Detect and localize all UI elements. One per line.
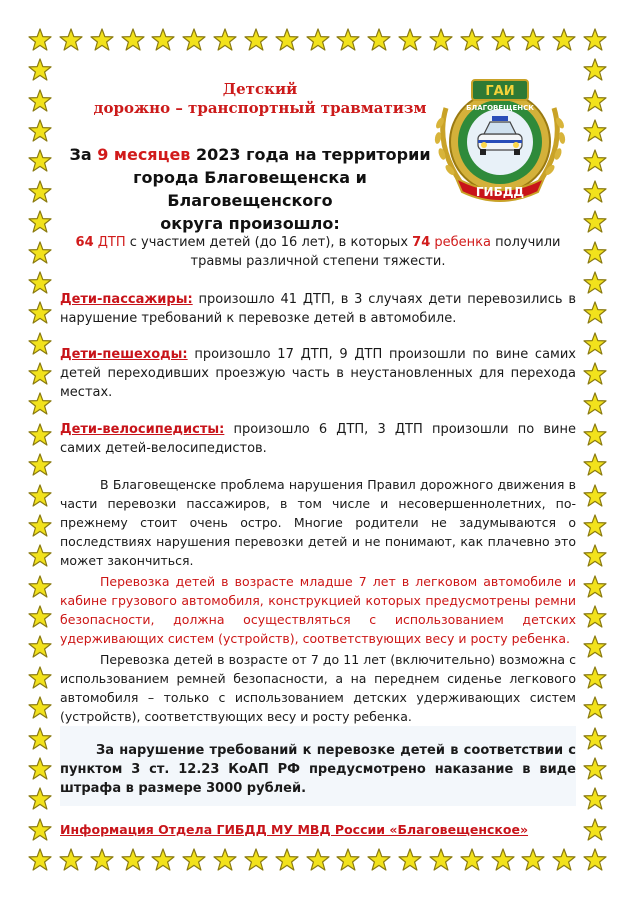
star-icon bbox=[521, 848, 545, 872]
star-icon bbox=[583, 362, 607, 386]
star-icon bbox=[429, 28, 453, 52]
star-icon bbox=[583, 241, 607, 265]
star-icon bbox=[583, 119, 607, 143]
star-icon bbox=[28, 484, 52, 508]
star-icon bbox=[90, 848, 114, 872]
star-icon bbox=[521, 28, 545, 52]
dtp-word: ДТП bbox=[97, 235, 126, 250]
section-pedestrians: Дети-пешеходы: произошло 17 ДТП, 9 ДТП произошли по вине самих детей переходивших проезжую часть в неустановленных для перехода местах. bbox=[60, 347, 576, 400]
star-icon bbox=[583, 423, 607, 447]
star-icon bbox=[28, 848, 52, 872]
star-icon bbox=[583, 666, 607, 690]
star-icon bbox=[182, 28, 206, 52]
star-icon bbox=[28, 271, 52, 295]
star-icon bbox=[583, 332, 607, 356]
svg-text:ГИБДД: ГИБДД bbox=[475, 185, 525, 199]
star-icon bbox=[28, 149, 52, 173]
star-icon bbox=[583, 28, 607, 52]
star-icon bbox=[491, 848, 515, 872]
section-passengers: Дети-пассажиры: произошло 41 ДТП, в 3 случаях дети перевозились в нарушение требований к перевозке детей в автомобиле. bbox=[60, 292, 576, 326]
star-icon bbox=[583, 818, 607, 842]
star-icon bbox=[367, 28, 391, 52]
title-line-1: Детский bbox=[222, 80, 298, 98]
star-icon bbox=[121, 848, 145, 872]
star-icon bbox=[583, 271, 607, 295]
star-icon bbox=[583, 89, 607, 113]
star-icon bbox=[28, 58, 52, 82]
star-icon bbox=[28, 727, 52, 751]
star-icon bbox=[28, 514, 52, 538]
children-count: 74 bbox=[412, 235, 431, 250]
star-icon bbox=[59, 848, 83, 872]
star-icon bbox=[59, 28, 83, 52]
subtitle-line-2: города Благовещенска и Благовещенского bbox=[133, 168, 367, 210]
star-icon bbox=[28, 453, 52, 477]
subtitle bbox=[60, 143, 440, 235]
stats-paragraph: 64 ДТП с участием детей (до 16 лет), в которых 74 ребенка получили травмы различной степени тяжести. bbox=[75, 235, 561, 269]
star-icon bbox=[552, 848, 576, 872]
star-icon bbox=[28, 696, 52, 720]
star-icon bbox=[583, 301, 607, 325]
star-icon bbox=[583, 787, 607, 811]
star-icon bbox=[460, 848, 484, 872]
star-icon bbox=[213, 28, 237, 52]
star-icon bbox=[491, 28, 515, 52]
star-icon bbox=[583, 727, 607, 751]
star-icon bbox=[28, 89, 52, 113]
section-heading: Дети-пешеходы: bbox=[60, 347, 188, 362]
star-icon bbox=[28, 635, 52, 659]
star-icon bbox=[583, 210, 607, 234]
star-icon bbox=[244, 28, 268, 52]
star-icon bbox=[306, 848, 330, 872]
star-icon bbox=[28, 575, 52, 599]
star-icon bbox=[583, 453, 607, 477]
svg-text:ГАИ: ГАИ bbox=[485, 84, 515, 99]
star-icon bbox=[306, 28, 330, 52]
body-paragraph-2: Перевозка детей в возрасте младше 7 лет в легковом автомобиле и кабине грузового автомобиля, конструкцией которых предусмотрены ремни безопасности, должна осуществляться с использованием детских удерживающих систем (устройств), соответствующих весу и росту ребенка. bbox=[60, 574, 576, 646]
star-icon bbox=[28, 301, 52, 325]
star-icon bbox=[244, 848, 268, 872]
fine-notice: За нарушение требований к перевозке детей в соответствии с пунктом 3 ст. 12.23 КоАП РФ предусмотрено наказание в виде штрафа в размере 3000 рублей. bbox=[60, 743, 576, 796]
star-icon bbox=[583, 392, 607, 416]
star-icon bbox=[275, 28, 299, 52]
star-icon bbox=[583, 848, 607, 872]
star-icon bbox=[28, 332, 52, 356]
star-icon bbox=[583, 575, 607, 599]
star-icon bbox=[583, 484, 607, 508]
star-icon bbox=[28, 180, 52, 204]
title-line-2: дорожно – транспортный травматизм bbox=[93, 99, 427, 117]
section-heading: Дети-пассажиры: bbox=[60, 292, 193, 307]
star-icon bbox=[182, 848, 206, 872]
star-icon bbox=[429, 848, 453, 872]
star-icon bbox=[90, 28, 114, 52]
star-icon bbox=[151, 28, 175, 52]
star-icon bbox=[367, 848, 391, 872]
children-word: ребенка bbox=[434, 235, 491, 250]
star-icon bbox=[336, 848, 360, 872]
star-icon bbox=[28, 818, 52, 842]
star-icon bbox=[28, 423, 52, 447]
star-icon bbox=[28, 362, 52, 386]
star-icon bbox=[28, 666, 52, 690]
body-paragraph-1: В Благовещенске проблема нарушения Правил дорожного движения в части перевозки пассажиров, в том числе и несовершеннолетних, по-прежнему стоит очень остро. Многие родители не задумываются о последствиях нарушения перевозки детей и не понимают, как плачевно это может закончиться. bbox=[60, 477, 576, 568]
subtitle-line-1: За 9 месяцев 2023 года на территории bbox=[69, 145, 431, 164]
star-icon bbox=[28, 392, 52, 416]
star-icon bbox=[583, 757, 607, 781]
star-icon bbox=[583, 149, 607, 173]
footer-source: Информация Отдела ГИБДД МУ МВД России «Благовещенское» bbox=[60, 822, 529, 837]
star-icon bbox=[583, 544, 607, 568]
star-icon bbox=[583, 514, 607, 538]
section-heading: Дети-велосипедисты: bbox=[60, 422, 225, 437]
period-highlight: 9 месяцев bbox=[97, 145, 191, 164]
star-icon bbox=[28, 605, 52, 629]
star-icon bbox=[28, 119, 52, 143]
star-icon bbox=[552, 28, 576, 52]
section-cyclists: Дети-велосипедисты: произошло 6 ДТП, 3 ДТП произошли по вине самих детей-велосипедистов. bbox=[60, 422, 576, 456]
page-title bbox=[60, 80, 460, 118]
star-icon bbox=[28, 757, 52, 781]
star-icon bbox=[336, 28, 360, 52]
star-icon bbox=[28, 241, 52, 265]
star-icon bbox=[398, 28, 422, 52]
star-icon bbox=[28, 787, 52, 811]
star-icon bbox=[28, 544, 52, 568]
star-icon bbox=[583, 58, 607, 82]
star-icon bbox=[28, 28, 52, 52]
body-paragraph-3: Перевозка детей в возрасте от 7 до 11 лет (включительно) возможна с использованием ремней безопасности, а на переднем сиденье легкового автомобиля – только с использованием детских удерживающих систем (устройств), соответствующих весу и росту ребенка. bbox=[60, 652, 576, 724]
star-icon bbox=[213, 848, 237, 872]
star-icon bbox=[583, 605, 607, 629]
gibdd-emblem bbox=[426, 78, 574, 208]
subtitle-line-3: округа произошло: bbox=[160, 214, 340, 233]
star-icon bbox=[121, 28, 145, 52]
star-icon bbox=[151, 848, 175, 872]
svg-text:БЛАГОВЕЩЕНСК: БЛАГОВЕЩЕНСК bbox=[466, 104, 534, 112]
star-icon bbox=[460, 28, 484, 52]
dtp-count: 64 bbox=[75, 235, 94, 250]
star-icon bbox=[275, 848, 299, 872]
star-icon bbox=[583, 180, 607, 204]
star-icon bbox=[583, 635, 607, 659]
star-icon bbox=[398, 848, 422, 872]
star-icon bbox=[583, 696, 607, 720]
star-icon bbox=[28, 210, 52, 234]
